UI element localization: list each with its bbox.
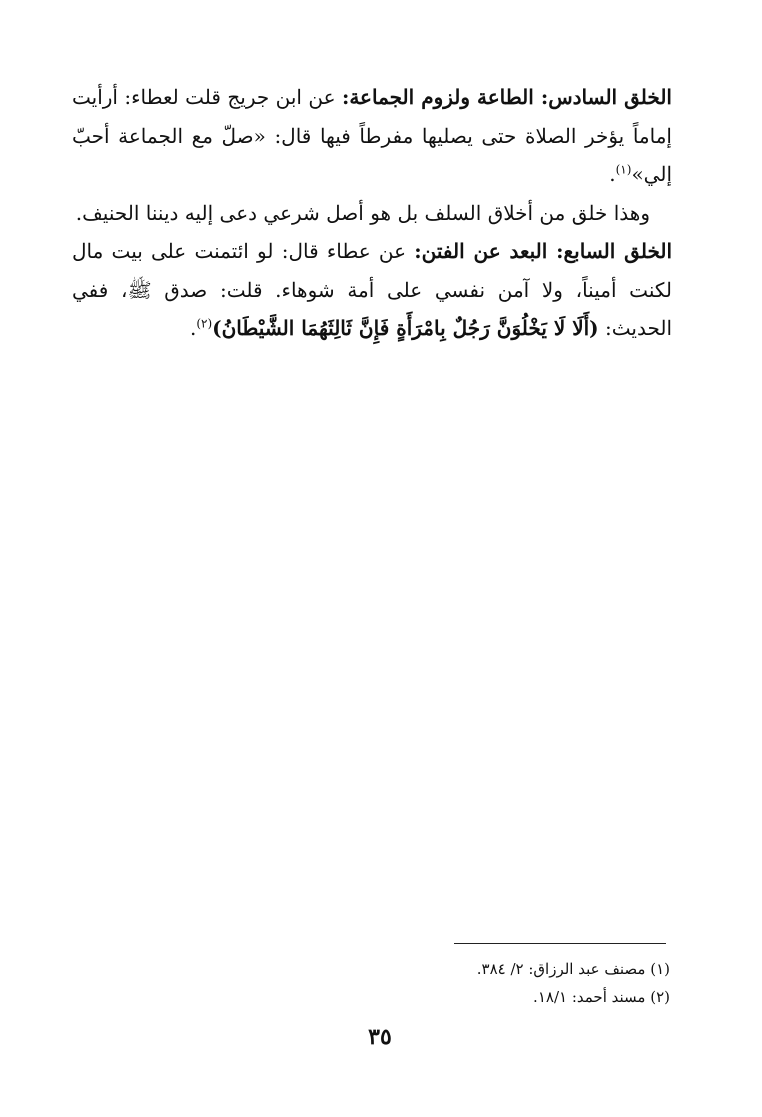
footnote-2: (٢) مسند أحمد: ١٨/١. xyxy=(533,988,670,1006)
main-text xyxy=(72,78,672,348)
paragraph-text: وهذا خلق من أخلاق السلف بل هو أصل شرعي دعى إليه ديننا الحنيف. xyxy=(75,200,650,225)
footnote-ref-1[interactable]: (١) xyxy=(615,162,632,177)
section-heading-sixth: الخلق السادس: الطاعة ولزوم الجماعة: xyxy=(341,85,672,109)
paragraph-salaf xyxy=(72,194,672,233)
paragraph-text: عن عطاء قال: لو ائتمنت على بيت مال لكنت أميناً، ولا آمن نفسي على أمة شوهاء. قلت: صدق ﷺ، ففي الحديث: xyxy=(72,239,672,340)
footnote-divider xyxy=(454,943,666,944)
section-heading-seventh: الخلق السابع: البعد عن الفتن: xyxy=(414,239,673,263)
hadith-quote: (أَلَا لَا يَخْلُوَنَّ رَجُلٌ بِامْرَأَةٍ فَإِنَّ ثَالِثَهُمَا الشَّيْطَانُ) xyxy=(212,316,599,340)
footnote-1: (١) مصنف عبد الرزاق: ٢/ ٣٨٤. xyxy=(476,960,670,978)
footnotes xyxy=(300,955,670,1011)
paragraph-obedience xyxy=(72,78,672,194)
page-number: ٣٥ xyxy=(368,1024,392,1050)
paragraph-tail: . xyxy=(609,162,616,186)
paragraph-tail: . xyxy=(189,316,197,340)
paragraph-fitan xyxy=(72,232,672,348)
paragraph-text: عن ابن جريج قلت لعطاء: أرأيت إماماً يؤخر الصلاة حتى يصليها مفرطاً فيها قال: «صلّ مع الجماعة أحبّ إلي» xyxy=(72,85,672,186)
footnote-ref-2[interactable]: (٢) xyxy=(196,316,213,331)
